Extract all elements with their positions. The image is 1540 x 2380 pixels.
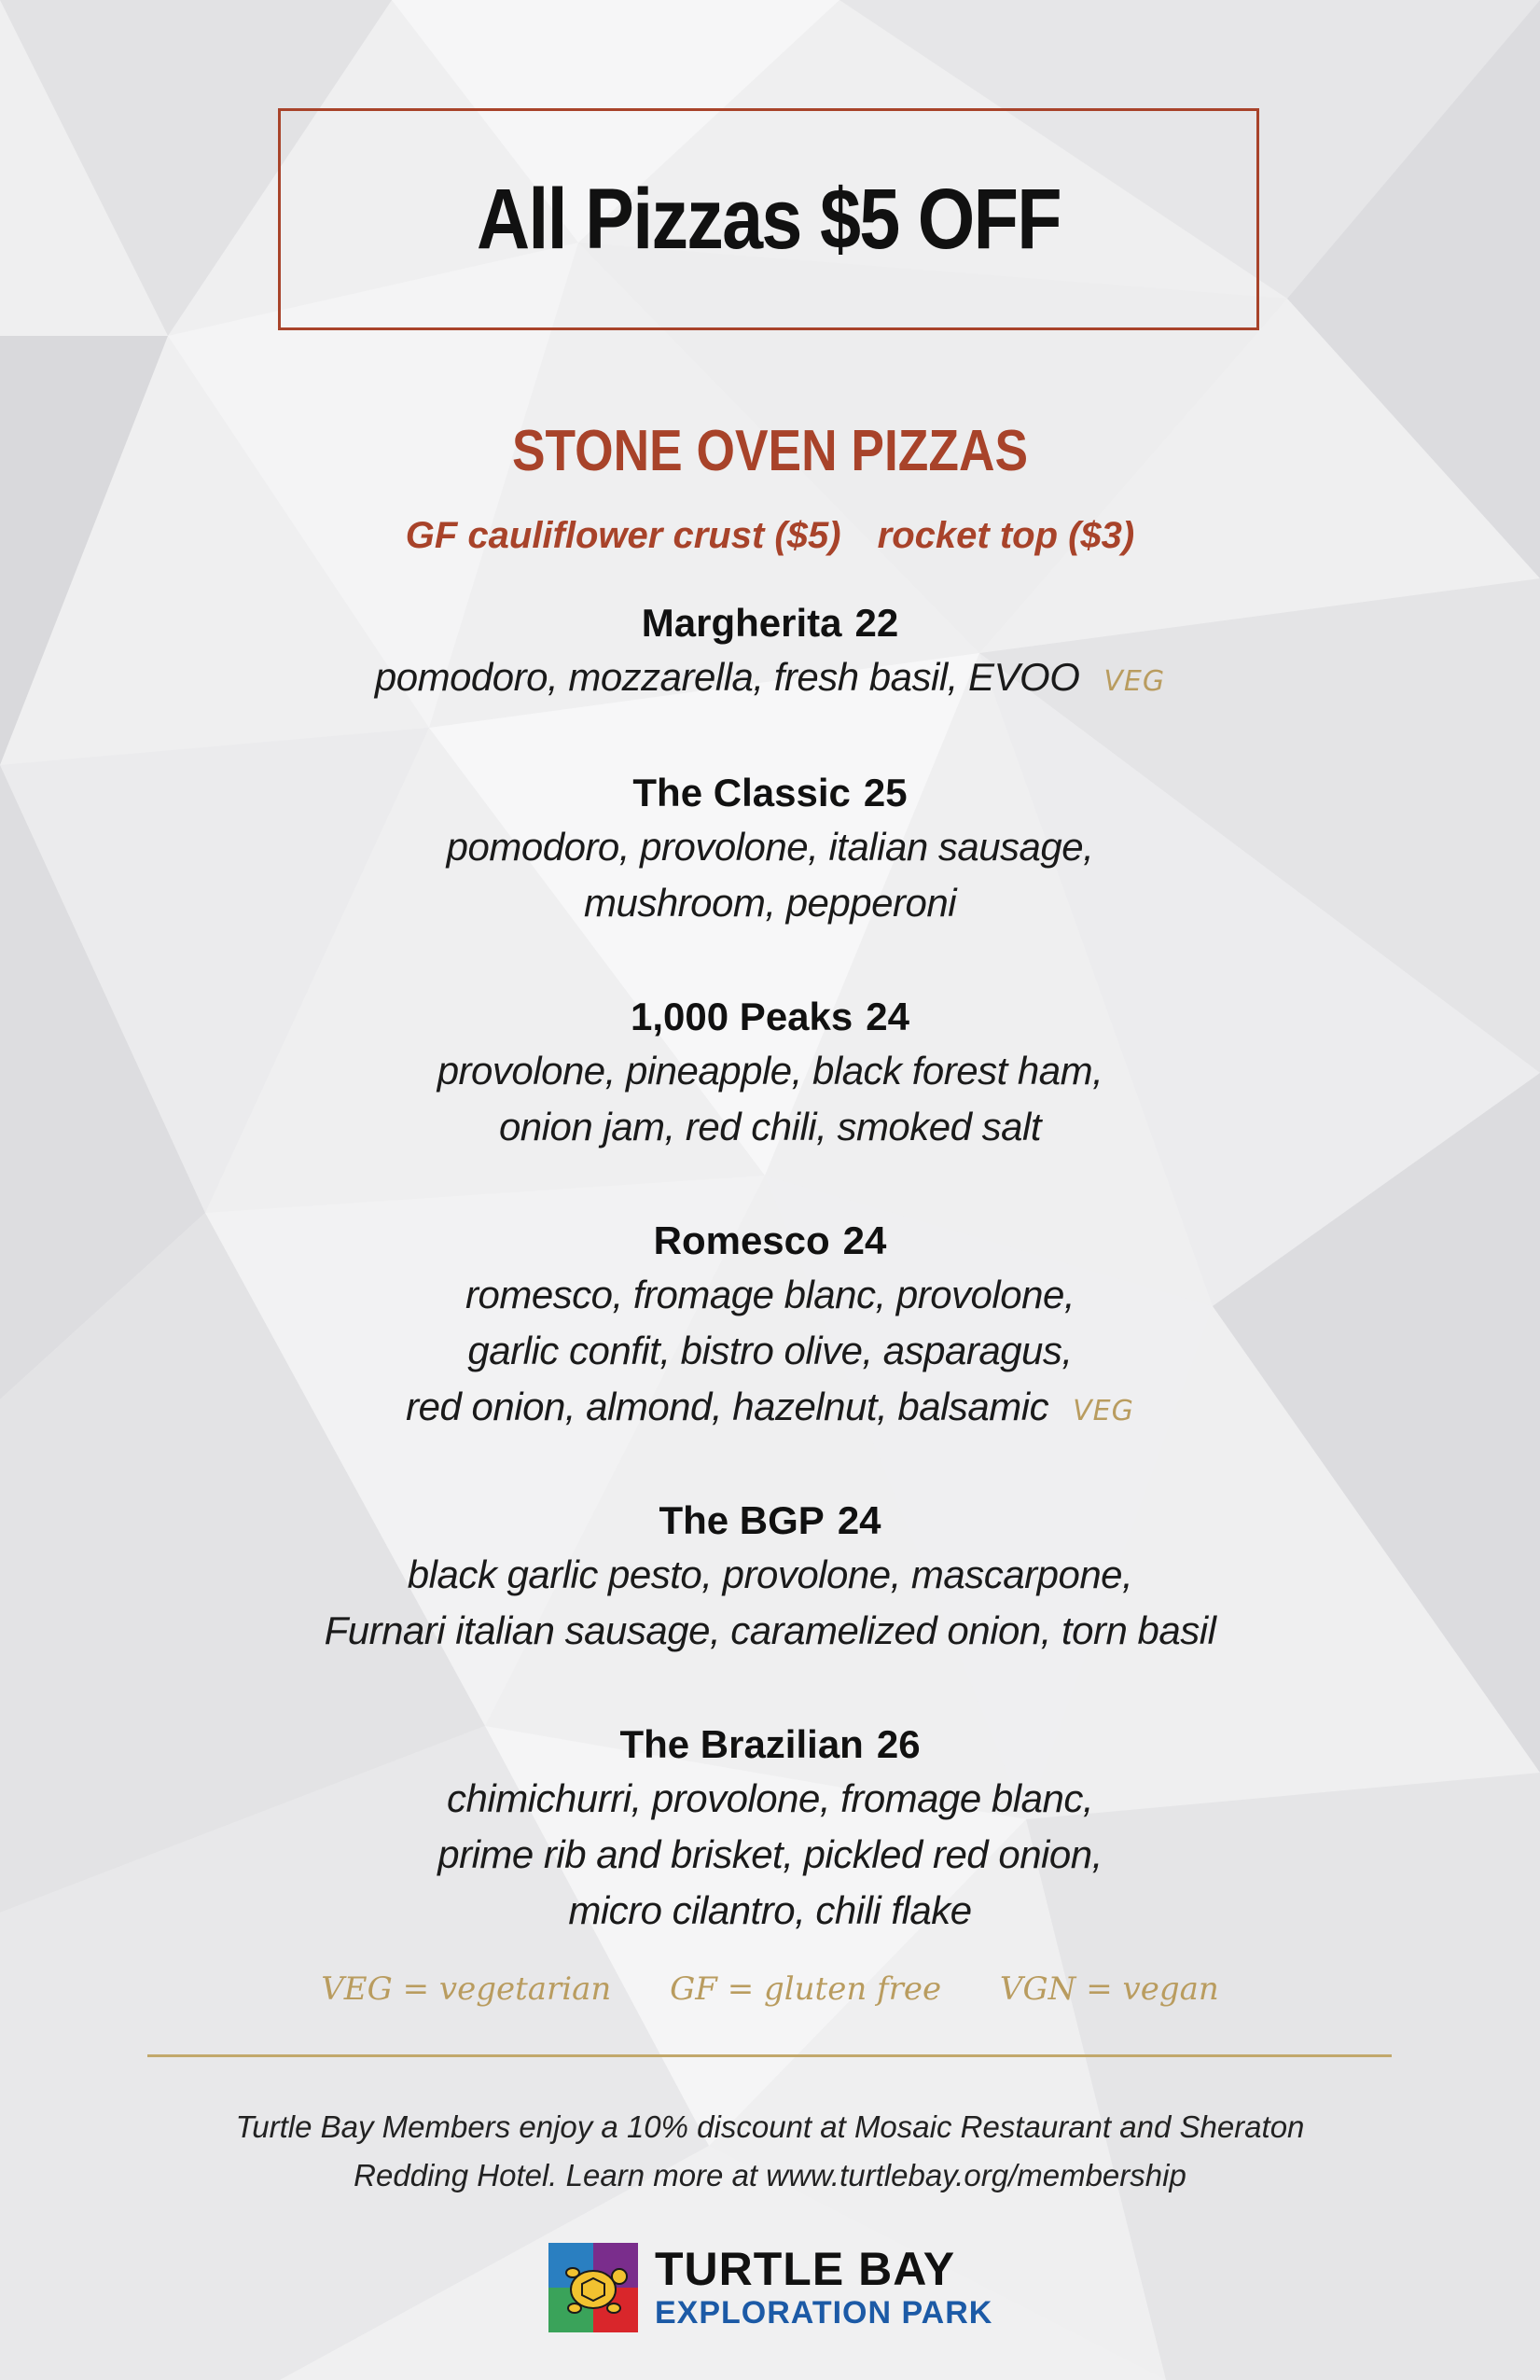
legend-gf: GF = gluten free [670, 1970, 942, 2008]
legend-veg: VEG = vegetarian [321, 1970, 612, 2008]
promo-title: All Pizzas $5 OFF [477, 171, 1061, 267]
turtle-icon [548, 2243, 638, 2332]
promo-banner [278, 108, 1259, 330]
item-price: 26 [876, 1722, 921, 1766]
option-gf-crust: GF cauliflower crust ($5) [405, 515, 841, 556]
menu-item-romesco [0, 1215, 1540, 1440]
item-description-line: onion jam, red chili, smoked salt [498, 1105, 1042, 1148]
logo-name: TURTLE BAY [655, 2243, 956, 2295]
logo-subtitle: EXPLORATION PARK [655, 2295, 993, 2331]
membership-note-line: Redding Hotel. Learn more at www.turtlebay.org/membership [354, 2158, 1186, 2192]
item-name: The Classic 25 [632, 771, 908, 814]
item-description-line: black garlic pesto, provolone, mascarpone, [407, 1552, 1133, 1596]
veg-tag: VEG [1103, 665, 1166, 698]
item-description-line: romesco, fromage blanc, provolone, [465, 1273, 1075, 1316]
membership-note [0, 2103, 1540, 2200]
menu-item-1000-peaks [0, 991, 1540, 1155]
pizza-options [0, 515, 1540, 557]
item-price: 22 [854, 601, 899, 645]
item-price: 24 [837, 1498, 881, 1542]
turtle-bay-logo [548, 2241, 992, 2334]
menu-item-margherita [0, 597, 1540, 710]
veg-tag: VEG [1073, 1395, 1134, 1427]
item-name: The Brazilian 26 [619, 1722, 921, 1766]
item-description-line: red onion, almond, hazelnut, balsamic VEG [406, 1385, 1134, 1428]
item-name: Margherita 22 [641, 601, 899, 645]
item-description-line: micro cilantro, chili flake [568, 1888, 972, 1932]
item-price: 24 [866, 995, 909, 1038]
item-description-line: prime rib and brisket, pickled red onion, [437, 1832, 1103, 1876]
legend-vgn: VGN = vegan [999, 1970, 1219, 2008]
item-description-line: chimichurri, provolone, fromage blanc, [447, 1776, 1093, 1820]
menu-item-the-bgp [0, 1495, 1540, 1659]
item-price: 24 [842, 1218, 887, 1262]
menu-item-the-classic [0, 767, 1540, 931]
item-description-line: Furnari italian sausage, caramelized onion, torn basil [324, 1608, 1216, 1652]
item-name: Romesco 24 [653, 1218, 887, 1262]
item-name: 1,000 Peaks 24 [631, 995, 909, 1038]
section-title: STONE OVEN PIZZAS [511, 419, 1029, 483]
item-description: pomodoro, mozzarella, fresh basil, EVOO VEG [374, 655, 1166, 699]
logo-text [655, 2244, 992, 2331]
item-name: The BGP 24 [659, 1498, 881, 1542]
dietary-legend [0, 1970, 1540, 2008]
item-description-line: pomodoro, provolone, italian sausage, [446, 825, 1094, 869]
option-rocket-top: rocket top ($3) [877, 515, 1135, 556]
item-description-line: provolone, pineapple, black forest ham, [437, 1049, 1103, 1093]
item-description-line: mushroom, pepperoni [583, 881, 957, 925]
membership-note-line: Turtle Bay Members enjoy a 10% discount at Mosaic Restaurant and Sheraton [235, 2109, 1305, 2144]
gold-divider [147, 2054, 1392, 2057]
menu-item-the-brazilian [0, 1719, 1540, 1939]
item-description-line: garlic confit, bistro olive, asparagus, [467, 1329, 1073, 1372]
item-price: 25 [863, 771, 908, 814]
